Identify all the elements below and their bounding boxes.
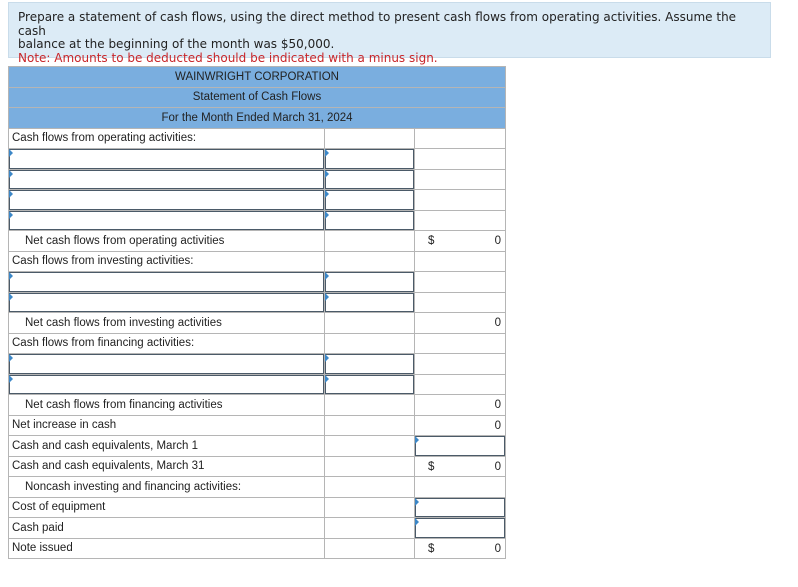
instructions-panel: [8, 2, 771, 65]
financing-label-input-2[interactable]: [9, 374, 325, 395]
investing-heading: Cash flows from investing activities:: [9, 251, 325, 272]
financing-label-input-1[interactable]: [9, 354, 325, 375]
table-row: [9, 374, 506, 395]
net-financing-label: Net cash flows from financing activities: [9, 395, 325, 416]
table-row: [9, 456, 506, 477]
investing-amount-input-1[interactable]: [325, 272, 415, 293]
financing-heading: Cash flows from financing activities:: [9, 333, 325, 354]
investing-label-input-2[interactable]: [9, 292, 325, 313]
cost-of-equipment-label: Cost of equipment: [9, 497, 325, 518]
instructions-note: Note: Amounts to be deducted should be indicated with a minus sign.: [18, 50, 438, 65]
operating-label-input-4[interactable]: [9, 210, 325, 231]
net-increase-label: Net increase in cash: [9, 415, 325, 436]
cash-paid-label: Cash paid: [9, 518, 325, 539]
table-row: [9, 497, 506, 518]
net-operating-value: $ 0: [415, 231, 506, 252]
table-row: [9, 518, 506, 539]
operating-heading: Cash flows from operating activities:: [9, 128, 325, 149]
net-investing-label: Net cash flows from investing activities: [9, 313, 325, 334]
cash-end-label: Cash and cash equivalents, March 31: [9, 456, 325, 477]
table-row: [9, 354, 506, 375]
note-issued-value: $ 0: [415, 538, 506, 559]
cost-of-equipment-input[interactable]: [415, 497, 506, 518]
table-row: [9, 415, 506, 436]
financing-amount-input-1[interactable]: [325, 354, 415, 375]
table-row: [9, 231, 506, 252]
table-row: [9, 333, 506, 354]
statement-title: Statement of Cash Flows: [9, 87, 506, 108]
operating-label-input-1[interactable]: [9, 149, 325, 170]
table-row: [9, 169, 506, 190]
instructions-text-2: balance at the beginning of the month was $50,000.: [18, 37, 335, 51]
operating-amount-input-3[interactable]: [325, 190, 415, 211]
company-name: WAINWRIGHT CORPORATION: [9, 67, 506, 88]
statement-period: For the Month Ended March 31, 2024: [9, 108, 506, 129]
table-row: [9, 292, 506, 313]
cash-flow-statement-table: [8, 66, 506, 559]
dollar-sign: $: [428, 460, 435, 473]
dollar-sign: $: [428, 542, 435, 555]
table-row: [9, 210, 506, 231]
dollar-sign: $: [428, 235, 435, 247]
cash-end-value: $ 0: [415, 456, 506, 477]
operating-amount-input-1[interactable]: [325, 149, 415, 170]
instructions-text: Prepare a statement of cash flows, using the direct method to present cash flows from operating activities. Assume the cash: [18, 10, 737, 38]
cash-paid-input[interactable]: [415, 518, 506, 539]
table-row: [9, 190, 506, 211]
table-row: [9, 128, 506, 149]
operating-amount-input-2[interactable]: [325, 169, 415, 190]
financing-amount-input-2[interactable]: [325, 374, 415, 395]
table-row: [9, 538, 506, 559]
net-investing-value: 0: [415, 313, 506, 334]
operating-amount-input-4[interactable]: [325, 210, 415, 231]
table-row: [9, 477, 506, 498]
operating-label-input-3[interactable]: [9, 190, 325, 211]
note-issued-label: Note issued: [9, 538, 325, 559]
table-row: [9, 272, 506, 293]
investing-amount-input-2[interactable]: [325, 292, 415, 313]
operating-label-input-2[interactable]: [9, 169, 325, 190]
table-row: [9, 395, 506, 416]
table-row: [9, 436, 506, 457]
table-row: [9, 251, 506, 272]
noncash-heading: Noncash investing and financing activities:: [9, 477, 325, 498]
investing-label-input-1[interactable]: [9, 272, 325, 293]
net-financing-value: 0: [415, 395, 506, 416]
cash-begin-input[interactable]: [415, 436, 506, 457]
cash-begin-label: Cash and cash equivalents, March 1: [9, 436, 325, 457]
net-increase-value: 0: [415, 415, 506, 436]
table-row: [9, 149, 506, 170]
net-operating-label: Net cash flows from operating activities: [9, 231, 325, 252]
table-row: [9, 313, 506, 334]
